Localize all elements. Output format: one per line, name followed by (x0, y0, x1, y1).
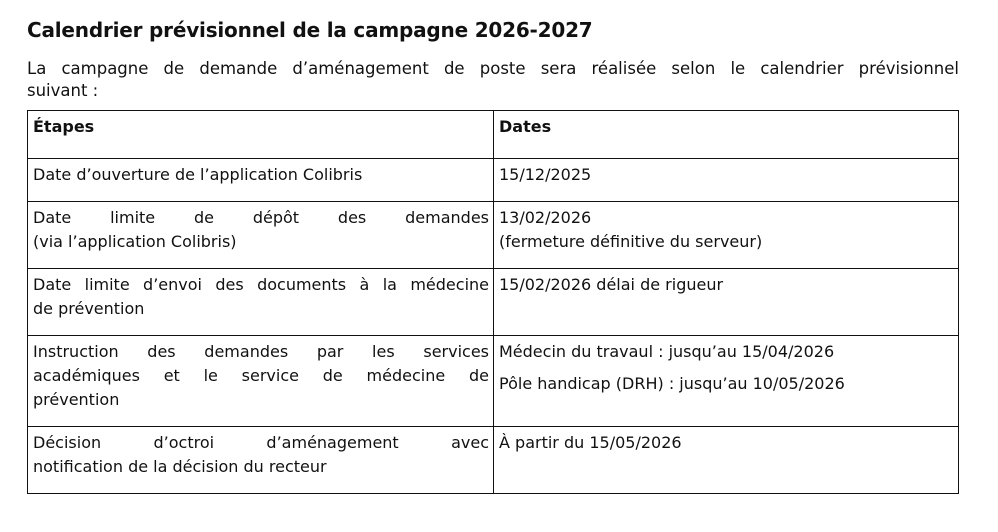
table-row (28, 269, 959, 336)
etape-cell (28, 336, 494, 427)
table-row (28, 427, 959, 494)
intro-paragraph (27, 58, 959, 102)
etape-text: (via l’application Colibris) (33, 232, 237, 251)
etape-text: notification de la décision du recteur (33, 457, 327, 476)
dates-cell (494, 159, 959, 202)
etape-text: Instruction des demandes par les services (33, 342, 489, 361)
table-row (28, 336, 959, 427)
header-dates: Dates (494, 111, 959, 159)
etape-text: Date limite d’envoi des documents à la médecine (33, 275, 489, 294)
date-text: 15/12/2025 (499, 165, 592, 184)
etape-text: de prévention (33, 299, 145, 318)
intro-line-1: La campagne de demande d’aménagement de poste sera réalisée selon le calendrier prévisionnel (27, 59, 959, 78)
calendar-table (27, 110, 959, 494)
etape-cell (28, 159, 494, 202)
date-text: Médecin du travaul : jusqu’au 15/04/2026 (499, 342, 835, 361)
etape-cell (28, 202, 494, 269)
dates-cell (494, 336, 959, 427)
date-text: (fermeture définitive du serveur) (499, 232, 763, 251)
date-text: Pôle handicap (DRH) : jusqu’au 10/05/2026 (499, 374, 845, 393)
etape-text: Date limite de dépôt des demandes (33, 208, 489, 227)
etape-text: prévention (33, 390, 120, 409)
date-text: 13/02/2026 (499, 208, 592, 227)
date-text: 15/02/2026 délai de rigueur (499, 275, 724, 294)
etape-text: académiques et le service de médecine de (33, 366, 489, 385)
table-row (28, 202, 959, 269)
table-header-row (28, 111, 959, 159)
dates-cell (494, 269, 959, 336)
dates-cell (494, 202, 959, 269)
date-text: À partir du 15/05/2026 (499, 433, 682, 452)
etape-text: Décision d’octroi d’aménagement avec (33, 433, 489, 452)
table-row (28, 159, 959, 202)
document-page (27, 16, 959, 494)
etape-cell (28, 427, 494, 494)
etape-cell (28, 269, 494, 336)
intro-line-2: suivant : (27, 81, 99, 100)
document-title: Calendrier prévisionnel de la campagne 2026-2027 (27, 18, 593, 42)
etape-text: Date d’ouverture de l’application Colibris (33, 165, 363, 184)
header-etapes: Étapes (28, 111, 494, 159)
dates-cell (494, 427, 959, 494)
